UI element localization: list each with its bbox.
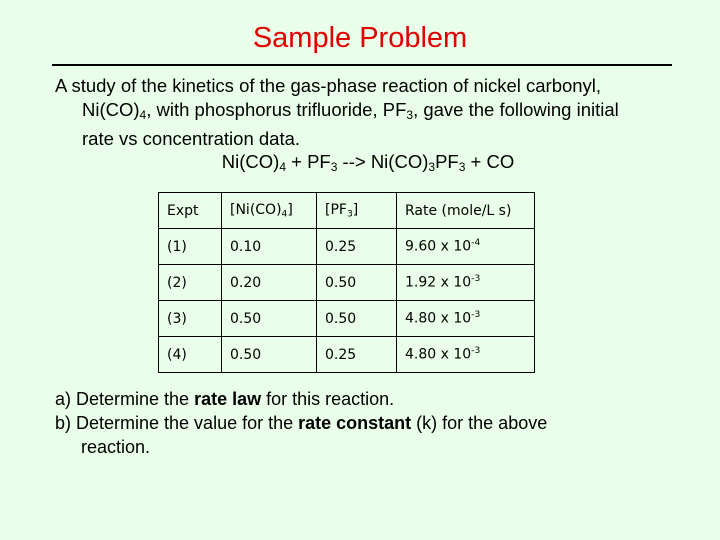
cell-expt: (3) bbox=[159, 301, 222, 337]
question-b: b) Determine the value for the rate constant (k) for the above bbox=[55, 413, 548, 433]
page-title: Sample Problem bbox=[252, 22, 468, 54]
rate-data-table bbox=[158, 192, 535, 373]
cell-rate: 9.60 x $10^{-4}$ bbox=[397, 229, 535, 265]
cell-pf3: 0.25 bbox=[317, 337, 397, 373]
table-row bbox=[159, 337, 535, 373]
cell-expt: (4) bbox=[159, 337, 222, 373]
cell-rate: 4.80 x $10^{-3}$ bbox=[397, 301, 535, 337]
cell-pf3: 0.50 bbox=[317, 265, 397, 301]
cell-ni: 0.50 bbox=[222, 301, 317, 337]
statement-line-3: rate vs concentration data. bbox=[82, 128, 301, 149]
cell-pf3: 0.25 bbox=[317, 229, 397, 265]
cell-rate: 4.80 x $10^{-3}$ bbox=[397, 337, 535, 373]
cell-ni: 0.10 bbox=[222, 229, 317, 265]
title-divider bbox=[52, 64, 672, 66]
questions bbox=[55, 387, 685, 459]
problem-statement bbox=[55, 74, 685, 151]
cell-rate: 1.92 x $10^{-3}$ bbox=[397, 265, 535, 301]
cell-ni: 0.20 bbox=[222, 265, 317, 301]
cell-expt: (2) bbox=[159, 265, 222, 301]
table-header-row bbox=[159, 193, 535, 229]
table-row bbox=[159, 229, 535, 265]
cell-expt: (1) bbox=[159, 229, 222, 265]
statement-line-1: A study of the kinetics of the gas-phase reaction of nickel carbonyl, bbox=[55, 75, 602, 96]
header-ni-concentration: $[Ni(CO)_4]$ bbox=[222, 193, 317, 229]
question-a: a) Determine the rate law for this reaction. bbox=[55, 389, 395, 409]
header-rate: Rate (mole/L s) bbox=[397, 193, 535, 229]
cell-pf3: 0.50 bbox=[317, 301, 397, 337]
header-pf3-concentration: $[PF_3]$ bbox=[317, 193, 397, 229]
header-expt: Expt bbox=[159, 193, 222, 229]
reaction-equation: $Ni(CO)_4 + PF_3$ --> $Ni(CO)_3PF_3$ + CO bbox=[221, 151, 515, 174]
statement-line-2: $Ni(CO)_4$, with phosphorus trifluoride, $PF_3$, gave the following initial bbox=[82, 99, 619, 122]
table-row bbox=[159, 301, 535, 337]
question-b-continuation: reaction. bbox=[81, 437, 151, 457]
table-row bbox=[159, 265, 535, 301]
cell-ni: 0.50 bbox=[222, 337, 317, 373]
